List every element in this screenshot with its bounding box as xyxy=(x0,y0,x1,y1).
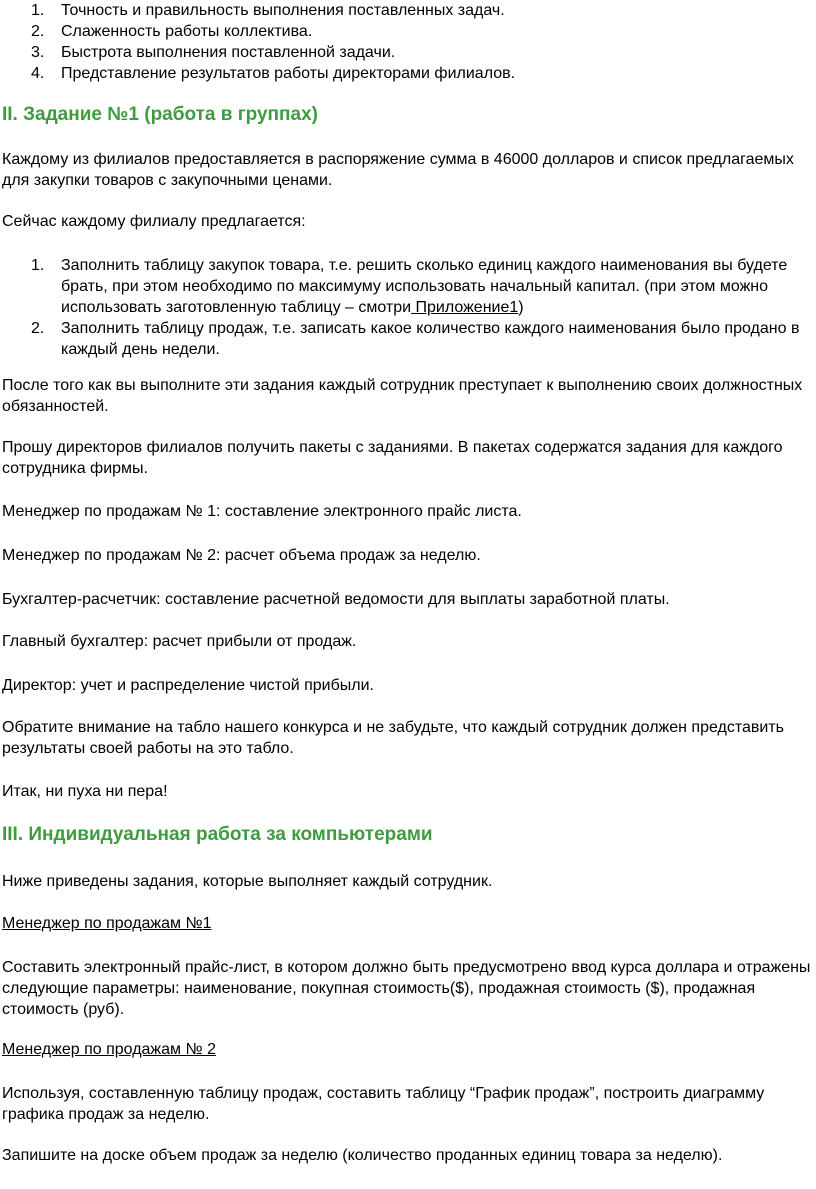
role-director: Директор: учет и распределение чистой прибыли. xyxy=(2,677,374,694)
list-item xyxy=(0,318,812,360)
tasks-list xyxy=(0,255,812,360)
list-number: 4. xyxy=(31,65,45,82)
list-number: 1. xyxy=(31,257,45,274)
manager1-title: Менеджер по продажам №1 xyxy=(2,915,212,932)
list-text: Заполнить таблицу закупок товара, т.е. решить сколько единиц каждого наименования вы будете брать, при этом необходимо по максимуму использовать начальный капитал. (при этом можно использовать заготовленную таблицу – смотри xyxy=(61,257,788,316)
section3-heading: III. Индивидуальная работа за компьютерами xyxy=(2,824,433,845)
wish-text: Итак, ни пуха ни пера! xyxy=(2,783,168,800)
list-text: Слаженность работы коллектива. xyxy=(61,23,313,40)
section3-intro: Ниже приведены задания, которые выполняет каждый сотрудник. xyxy=(2,873,493,890)
section2-heading: II. Задание №1 (работа в группах) xyxy=(2,104,318,125)
list-text: Быстрота выполнения поставленной задачи. xyxy=(61,44,396,61)
role-accountant: Бухгалтер-расчетчик: составление расчетной ведомости для выплаты заработной платы. xyxy=(2,591,670,608)
list-text: Представление результатов работы директорами филиалов. xyxy=(61,65,516,82)
manager1-task: Составить электронный прайс-лист, в котором должно быть предусмотрено ввод курса доллара и отражены следующие параметры: наименование, покупная стоимость($), продажная стоимость ($), продажная стоимость (руб). xyxy=(2,959,811,1018)
appendix-link[interactable]: Приложение1 xyxy=(411,299,519,316)
list-number: 2. xyxy=(31,320,45,337)
manager2-task: Используя, составленную таблицу продаж, составить таблицу “График продаж”, построить диаграмму графика продаж за неделю. xyxy=(2,1085,765,1123)
list-text-tail: ) xyxy=(518,299,524,316)
list-item xyxy=(0,42,812,63)
board-note: Обратите внимание на табло нашего конкурса и не забудьте, что каждый сотрудник должен представить результаты своей работы на это табло. xyxy=(2,719,785,757)
list-item xyxy=(0,255,812,318)
criteria-list xyxy=(0,0,812,84)
manager2-title: Менеджер по продажам № 2 xyxy=(2,1041,216,1058)
list-item xyxy=(0,0,812,21)
list-item xyxy=(0,21,812,42)
section2-proposal: Сейчас каждому филиалу предлагается: xyxy=(2,213,306,230)
list-number: 2. xyxy=(31,23,45,40)
role-chief-accountant: Главный бухгалтер: расчет прибыли от продаж. xyxy=(2,633,357,650)
packages-text: Прошу директоров филиалов получить пакеты с заданиями. В пакетах содержатся задания для каждого сотрудника фирмы. xyxy=(2,439,783,477)
list-number: 3. xyxy=(31,44,45,61)
list-item xyxy=(0,63,812,84)
list-number: 1. xyxy=(31,2,45,19)
section2-intro: Каждому из филиалов предоставляется в распоряжение сумма в 46000 долларов и список предлагаемых для закупки товаров с закупочными ценами. xyxy=(2,151,794,189)
manager2-note: Запишите на доске объем продаж за неделю (количество проданных единиц товара за неделю). xyxy=(2,1147,723,1164)
role-manager2: Менеджер по продажам № 2: расчет объема продаж за неделю. xyxy=(2,547,481,564)
after-tasks-text: После того как вы выполните эти задания каждый сотрудник преступает к выполнению своих должностных обязанностей. xyxy=(2,377,803,415)
list-text: Точность и правильность выполнения поставленных задач. xyxy=(61,2,505,19)
role-manager1: Менеджер по продажам № 1: составление электронного прайс листа. xyxy=(2,503,522,520)
list-text: Заполнить таблицу продаж, т.е. записать какое количество каждого наименования было продано в каждый день недели. xyxy=(61,320,800,358)
